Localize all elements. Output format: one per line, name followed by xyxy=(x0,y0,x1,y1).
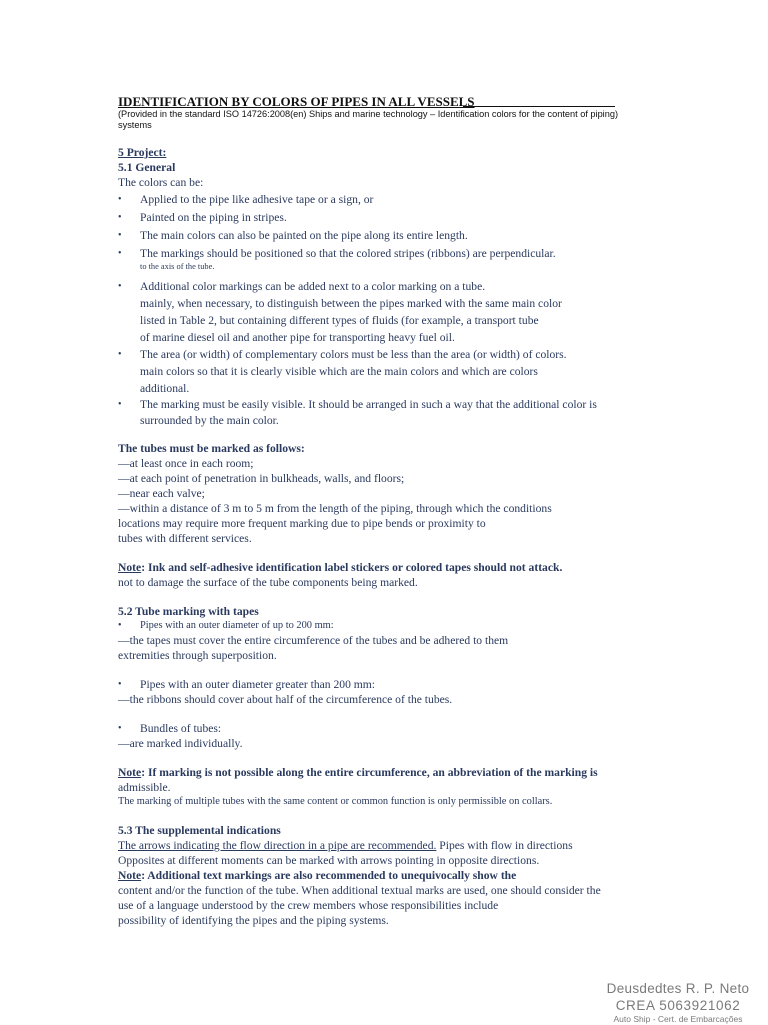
bullet: • xyxy=(118,212,122,223)
note-1: Note: Ink and self-adhesive identification label stickers or colored tapes should not attack. xyxy=(118,561,563,574)
tapes-line: extremities through superposition. xyxy=(118,649,277,662)
stamp-crea: CREA 5063921062 xyxy=(615,998,741,1013)
list-item: • The marking must be easily visible. It should be arranged in such a way that the additional color is surrounded by the main color. xyxy=(118,398,597,427)
document-page xyxy=(118,94,658,928)
list-item: • Pipes with an outer diameter greater than 200 mm: xyxy=(118,678,376,691)
note-2: Note: If marking is not possible along the entire circumference, an abbreviation of the marking is xyxy=(118,766,598,779)
list-item: • The main colors can also be painted on the pipe along its entire length. xyxy=(118,229,468,242)
stamp-role: Auto Ship - Cert. de Embarcações xyxy=(613,1014,743,1024)
note-label: Note xyxy=(118,766,142,779)
s53-line: possibility of identifying the pipes and the piping systems. xyxy=(118,914,389,927)
tapes-line: —the tapes must cover the entire circumference of the tubes and be adhered to them xyxy=(118,634,509,647)
s53-line: The arrows indicating the flow direction in a pipe are recommended. Pipes with flow in directions xyxy=(118,839,573,852)
bullet: • xyxy=(118,248,122,259)
note-1-cont: not to damage the surface of the tube components being marked. xyxy=(118,576,418,589)
tubes-line: locations may require more frequent marking due to pipe bends or proximity to xyxy=(118,517,486,530)
section-5-1-heading: 5.1 General xyxy=(118,161,176,174)
section-5-3-heading: 5.3 The supplemental indications xyxy=(118,824,281,837)
section-5-heading: 5 Project: xyxy=(118,146,167,159)
bullet: • xyxy=(118,620,122,631)
tubes-line: —within a distance of 3 m to 5 m from the length of the piping, through which the conditions xyxy=(118,502,552,515)
tapes-line: —the ribbons should cover about half of the circumference of the tubes. xyxy=(118,693,453,706)
bullet: • xyxy=(118,723,122,734)
tubes-line: —at least once in each room; xyxy=(118,457,254,470)
list-item: • Painted on the piping in stripes. xyxy=(118,211,287,224)
bullet: • xyxy=(118,399,122,410)
list-item: • Applied to the pipe like adhesive tape or a sign, or xyxy=(118,193,374,206)
note-2-extra: The marking of multiple tubes with the same content or common function is only permissible on collars. xyxy=(118,796,553,807)
list-item: • The area (or width) of complementary colors must be less than the area (or width) of colors. main colors so that it is clearly visible which are the main colors and which are colors additional. xyxy=(118,348,567,395)
note-label: Note xyxy=(118,869,142,882)
bullet: • xyxy=(118,349,122,360)
list-item: • Additional color markings can be added next to a color marking on a tube. mainly, when necessary, to distinguish between the pipes marked with the same main color listed in Table 2, but containing different types of fluids (for example, a transport tube of marine diesel oil and another pipe for transporting heavy fuel oil. xyxy=(118,280,562,344)
bullet: • xyxy=(118,194,122,205)
note-2-cont: admissible. xyxy=(118,781,171,794)
signature-stamp xyxy=(598,980,758,1025)
note-label: Note xyxy=(118,561,142,574)
bullet: • xyxy=(118,281,122,292)
s53-line: Opposites at different moments can be marked with arrows pointing in opposite directions. xyxy=(118,854,540,867)
s53-line: content and/or the function of the tube. When additional textual marks are used, one should consider the xyxy=(118,884,601,897)
list-item: • The markings should be positioned so that the colored stripes (ribbons) are perpendicular. to the axis of the tube. xyxy=(118,247,556,271)
tubes-heading: The tubes must be marked as follows: xyxy=(118,442,305,455)
title-underline xyxy=(463,106,615,107)
tubes-line: —at each point of penetration in bulkheads, walls, and floors; xyxy=(118,472,405,485)
list-item: • Bundles of tubes: xyxy=(118,722,222,735)
stamp-name: Deusdedtes R. P. Neto xyxy=(606,981,750,996)
section-5-2-heading: 5.2 Tube marking with tapes xyxy=(118,605,259,618)
tapes-line: —are marked individually. xyxy=(118,737,243,750)
s53-line: use of a language understood by the crew members whose responsibilities include xyxy=(118,899,499,912)
tubes-line: tubes with different services. xyxy=(118,532,252,545)
tubes-line: —near each valve; xyxy=(118,487,205,500)
document-title: IDENTIFICATION BY COLORS OF PIPES IN ALL VESSELS xyxy=(118,94,475,109)
list-item: • Pipes with an outer diameter of up to 200 mm: xyxy=(118,620,334,631)
colors-intro: The colors can be: xyxy=(118,176,204,189)
document-subtitle-cont: systems xyxy=(118,120,152,130)
note-3: Note: Additional text markings are also recommended to unequivocally show the xyxy=(118,869,517,882)
bullet: • xyxy=(118,679,122,690)
bullet: • xyxy=(118,230,122,241)
document-subtitle: (Provided in the standard ISO 14726:2008(en) Ships and marine technology – Identification colors for the content of piping) xyxy=(118,109,619,119)
